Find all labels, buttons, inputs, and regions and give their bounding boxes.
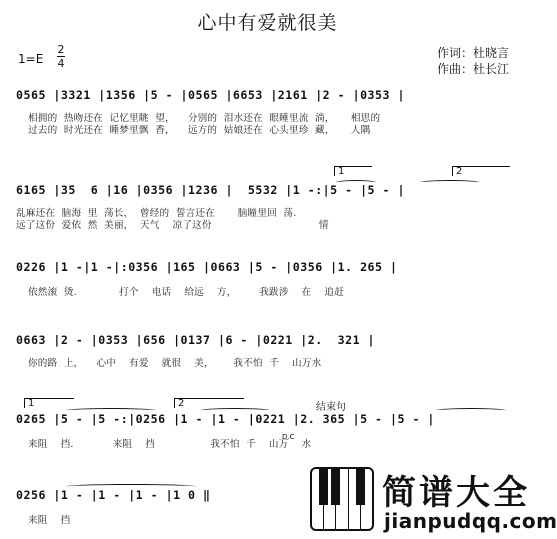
slur-mark	[336, 180, 376, 185]
lyrics-line-2a: 乱麻还在 脑海 里 荡长， 曾经的 誓言还在 脑瞳里回 荡.	[16, 208, 297, 219]
slur-mark	[436, 408, 506, 413]
volta-2-line-2: 2	[452, 166, 510, 176]
lyrics-line-2b: 远了这份 爱依 然 美丽， 天气 凉了这份 情	[16, 220, 329, 231]
watermark-brand: 简谱大全	[382, 473, 530, 513]
slur-mark	[200, 408, 270, 413]
notes-line-2: 6165 |35 6 |16 |0356 |1236 | 5532 |1 -:|5 - |5 - |	[16, 183, 405, 197]
lyricist-credit: 作词：杜晓言	[437, 46, 510, 60]
lyrics-line-3: 依然滚 烫. 打个 电话 给远 方， 我跋涉 在 追赶	[28, 287, 345, 298]
slur-mark	[66, 484, 196, 489]
lyrics-line-5: 来阻 挡. 来阻 挡 我不怕 千 山万 水	[28, 439, 312, 450]
notes-line-1: 0565 |3321 |1356 |5 - |0565 |6653 |2161 |2 - |0353 |	[16, 88, 405, 102]
ending-label: 结束句	[316, 402, 346, 413]
lyrics-line-6: 来阻 挡	[28, 515, 71, 526]
notes-line-3: 0226 |1 -|1 -|:0356 |165 |0663 |5 - |0356 |1. 265 |	[16, 260, 398, 274]
notes-line-6: 0256 |1 - |1 - |1 - |1 0 ‖	[16, 488, 211, 502]
meter-bottom: 4	[57, 57, 65, 70]
notes-line-4: 0663 |2 - |0353 |656 |0137 |6 - |0221 |2. 321 |	[16, 333, 376, 347]
watermark-url: jianpudqq.com	[384, 509, 557, 533]
lyrics-line-4: 你的路 上， 心中 有爱 就很 美， 我不怕 千 山万水	[28, 358, 322, 369]
meter-top: 2	[57, 43, 65, 56]
volta-1-line-5: 1	[24, 398, 74, 408]
lyrics-line-1a: 相拥的 热吻还在 记忆里眺 望， 分别的 泪水还在 眼睡里流 淌， 相思的	[28, 113, 381, 124]
notes-line-5: 0265 |5 - |5 -:|0256 |1 - |1 - |0221 |2. 365 |5 - |5 - |	[16, 412, 435, 426]
key-signature: 1=E	[18, 52, 44, 66]
piano-keys-icon	[310, 467, 374, 531]
watermark-logo	[304, 463, 557, 537]
sheet-title: 心中有爱就很美	[197, 12, 338, 34]
time-signature	[57, 44, 65, 69]
volta-1-line-2: 1	[334, 166, 372, 176]
lyrics-line-1b: 过去的 时光还在 睡梦里飘 香， 远方的 姑娘还在 心头里珍 藏， 人隅	[28, 125, 371, 136]
composer-credit: 作曲：杜长江	[437, 62, 510, 76]
slur-mark	[420, 180, 480, 185]
dc-marker: D.C	[282, 433, 295, 441]
volta-2-line-5: 2	[174, 398, 244, 408]
slur-mark	[66, 408, 156, 413]
